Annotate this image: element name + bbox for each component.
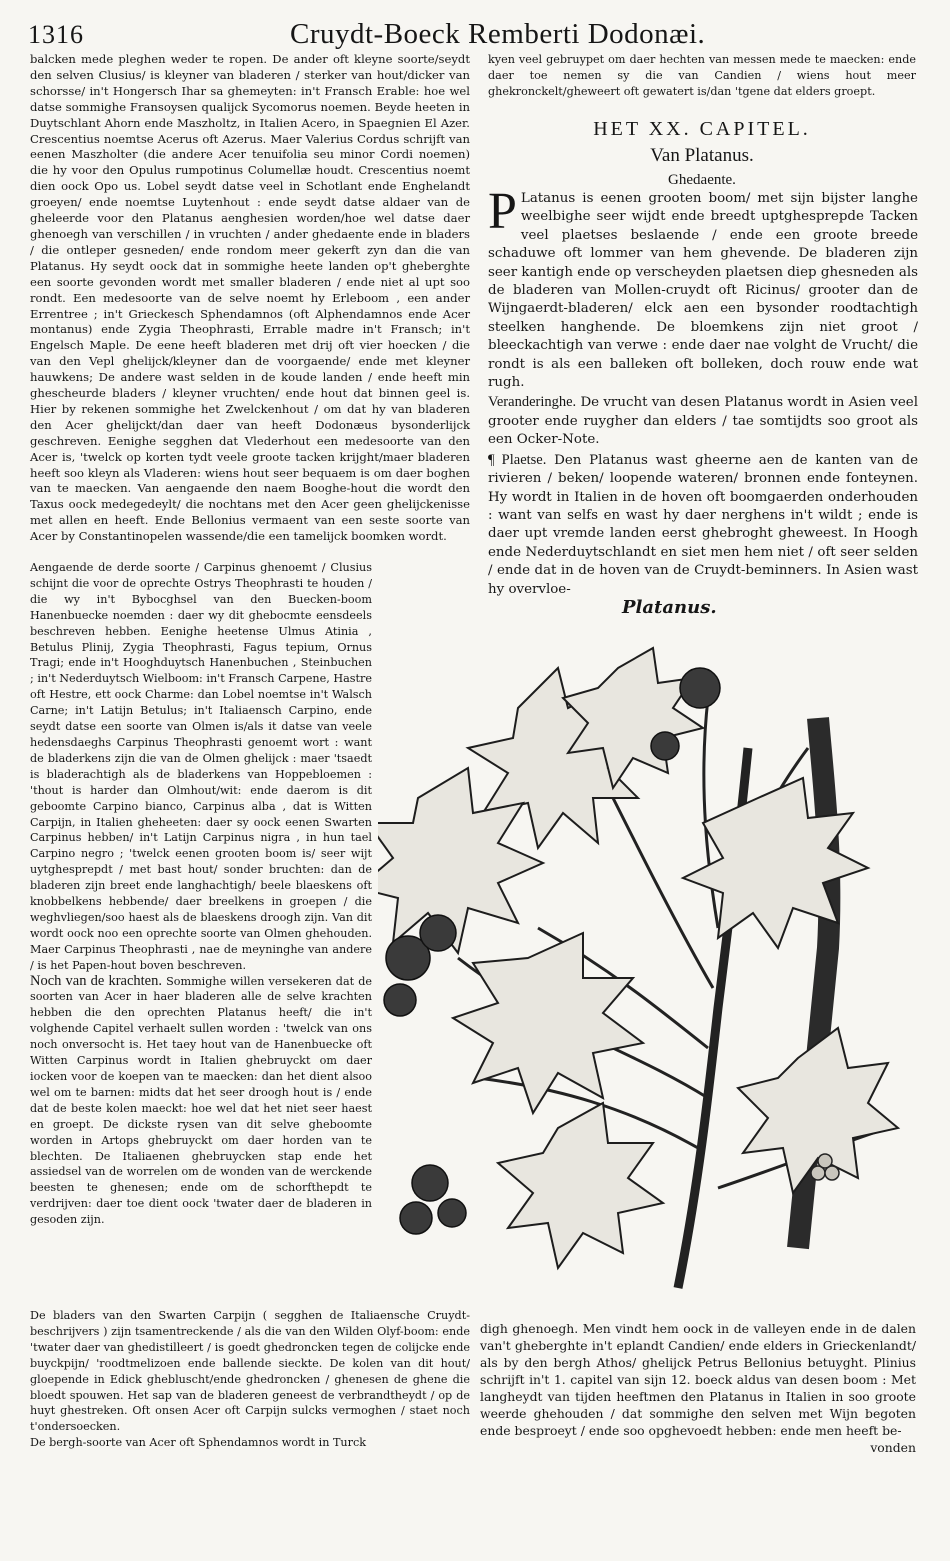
plaetse-text: Den Platanus wast gheerne aen de kanten van de rivieren / beken/ loopende wateren/ bronnen ende fonteynen. Hy wordt in Italien in de hoven oft boomgaerden onderhouden : want van selfs en wast hy daer nerghens in't wildt ; ende is daer upt vremde landen eerst ghebroght gheweest. In Hoogh ende Nederduytschlandt en siet men hem niet / oft seer selden / ende dat in de hoven van de Cruydt-beminners. In Asien wast hy overvloe- [488,452,918,597]
krachten-heading: Noch van de krachten. [30,972,162,989]
last-line: De bergh-soorte van Acer oft Sphendamnos wordt in Turck [30,1436,367,1450]
left-column-bottom [30,1308,470,1451]
chapter-subtitle: Van Platanus. [650,145,754,166]
drop-cap: P [488,183,517,240]
plinius-text: digh ghenoegh. Men vindt hem oock in de valleyen ende in de dalen van't gheberghte in't eplandt Candien/ ende elders in Grieckenlandt/ als by den bergh Athos/ ghelijck Petrus Bellonius betuyght. Plinius schrijft in't 1. capitel van sijn 12. boeck aldus van desen boom : Met langheydt van tijden heeftmen den Platanus in Italien in soo groote weerde ghehouden / dat sommighe den selven met Wijn begoten ende besproeyt / ende soo opghevoedt hebben: ende men heeft be- [480,1321,916,1438]
right-column-top [488,52,916,100]
left-column-top [30,52,470,545]
ghedaente-text: Latanus is eenen grooten boom/ met sijn bijster langhe weelbighe seer wijdt ende breedt uptghesprepde Tacken veel plaetses beslaende / ende een groote breede schaduwe oft lommer van hem ghevende. De bladeren zijn seer kantigh ende op verscheyden plaetsen diep ghesneden als de bladeren van Mollen-cruydt oft Ricinus/ grooter dan de Wijngaerdt-bladeren/ elck aen een bysonder roodtachtigh steelken hanghende. De bloemkens zijn niet groot / bleeckachtigh van verwe : ende daer nae volght de Vrucht/ die rondt is als een balleken oft bolleken, doch rouw ende wat rugh. [488,191,918,391]
catchword: vonden [870,1440,916,1455]
continuation-text: kyen veel gebruypet om daer hechten van messen mede te maecken: ende daer toe nemen sy die van Candien / wiens hout meer ghekronckelt/gheweert oft gewatert is/dan 'tgene dat elders groept. [488,53,916,98]
veranderinghe-label: Veranderinghe. [488,394,577,411]
running-title: Cruydt-Boeck Remberti Dodonæi. [290,18,706,50]
platanus-illustration-icon [378,628,918,1308]
veranderinghe-text: De vrucht van desen Platanus wordt in Asien veel grooter ende ruygher dan elders / tae somtijdts soo groot als een Ocker-Note. [488,395,918,448]
platanus-woodcut [378,628,918,1308]
acer-text: balcken mede pleghen weder te ropen. De ander oft kleyne soorte/seydt den selven Clusius/ is kleyner van bladeren / sterker van hout/dicker van schorsse/ in't Hongersch Ihar sa ghemeyten: in't Fransch Erable: hoe wel datse sommighe Fransoysen qualijck Sycomorus noemen. Beyde heeten in Duytschlant Ahorn ende Maszholtz, in Italien Acero, in Spaegnien El Azer. Crescentius noemtse Acerus oft Azerus. Maer Valerius Cordus schrijft van eenen Maszholter (die andere Acer tenuifolia seu minor Cordi noemen) die hy voor den Opulus rumpotinus Columellæ houdt. Crescentius noemt dien oock Opo us. Lobel seydt datse veel in Schotlant ende Enghelandt groeyen/ ende noemtse Luytenhout : ende seydt datse aldaer van de gheleerde voor den Platanus aenghesien worden/hoe wel datse daer ghenoegh van verschillen / in vruchten / ander ghedaente ende in bladers / die ontleper gesneden/ ende rondom meer gekerft zyn dan die van Platanus. Hy seydt oock dat in sommighe heete landen op't gheberghte een soorte gevonden wordt met smaller bladeren / ende niet al upt soo rondt. Een medesoorte van de selve noemt hy Erleboom , een ander Errentree ; in't Grieckesch Sphendamnos (oft Alphendamnos ende Acer montanus) ende Zygia Theophrasti, Errable madre in't Fransch; in't Engelsch Maple. De eene heeft bladeren met drij oft vier hoecken / die van den Vepl ghelijck/kleyner dan de voorgaende/ ende met kleyner hauwkens; De andere wast selden in de koude landen / ende heeft min ghescheurde bladers / kleyner vruchten/ ende hout dat binnen geel is. Hier by rekenen sommighe het Zwelckenhout / om dat hy van bladeren den Acer ghelijckt/dan daer van heeft Dodonæus bysonderlijck geschreven. Eenighe segghen dat Vlederhout een medesoorte van den Acer is, 'twelck op korten tydt veele groote tacken krijght/maer bladeren heeft soo kleyn als Vladeren: wiens hout seer bequaem is om daer boghen van te maecken. Van aengaende den naem Booghe-hout die wordt den Taxus oock medegedeylt/ die nochtans met den Acer geen ghelijckenisse met allen en heeft. Ende Bellonius vermaent van een seste soorte van Acer by Constantinopelen wassende/die een tamelijck boomken wordt. [30,52,470,544]
carpinus-text: Aengaende de derde soorte / Carpinus ghenoemt / Clusius schijnt die voor de oprechte Ostrys Theophrasti te houden / die wy in't Bybocghsel van den Buecken-boom Hanenbuecke noemden : daer wy dit ghebocmte eensdeels beschreven hebben. Eenighe heetense Ulmus Atinia , Betulus Plinij, Zygia Theophrasti, Fagus tepium, Ornus Tragi; ende in't Hooghduytsch Hanenbuchen , Steinbuchen ; in't Nederduytsch Wielboom: in't Fransch Carpene, Hastre oft Hestre, ett oock Charme: dan Lobel noemtse in't Walsch Carne; in't Latijn Betulus; in't Italiaensch Carpino, ende seydt datse een soorte van Olmen is/als it datse van veele hedensdaeghs Carpinus Theophrasti genoemt wort : want de bladerkens zijn die van de Olmen ghelijck : maer 'tsaedt is bladerachtigh als de bladerkens van Hoppebloemen : 'thout is harder dan Olmhout/wit: ende daerom is dit geboomte Carpino bianco, Carpinus alba , dat is Witten Carpijn, in Italien gheheeten: daer sy oock eenen Swarten Carpinus hebben/ in't Latijn Carpinus nigra , in hun tael Carpino negro ; 'twelck eenen grooten boom is/ seer wijt uytghesprepdt / met bast hout/ sonder bruchten: dan de bladeren zijn breet ende langhachtigh/ beele blaeskens oft knobbelkens hebbende/ daer breelkens in groepen / die weghvliegen/soo haest als de blaeskens droogh zijn. Van dit wordt oock noo een oprechte soorte van Olmen ghehouden. Maer Carpinus Theophrasti , nae de meyninghe van andere / is het Papen-hout boven beschreven. [30,561,372,972]
section-ghedaente: Ghedaente. [668,172,736,188]
left-column-middle [30,560,372,1228]
page-number: 1316 [28,20,84,49]
swarten-carpijn-text: De bladers van den Swarten Carpijn ( segghen de Italiaensche Cruydt-beschrijvers ) zijn tsamentreckende / als die van den Wilden Olyf-boom: ende 'twater daer van ghedistilleert / is goedt ghedroncken tegen de colijcke ende buyckpijn/ 'roodtmelizoen ende ballende sieckte. De kolen van dit hout/ gloepende in Edick ghebluscht/ende ghedroncken / ghenesen de ghene die bloedt spouwen. Het sap van de bladeren geneest de verbrandtheydt / op de huyt ghestreken. Oft onsen Acer oft Carpijn sulcks vermoghen / staet noch t'ondersoecken. [30,1309,470,1434]
right-column-bottom [480,1320,916,1456]
krachten-text: Sommighe willen versekeren dat de soorten van Acer in haer bladeren alle de selve krachten hebben die den oprechten Platanus heeft/ die in't volghende Capitel verhaelt sullen worden : 'twelck van ons noch onversocht is. Het taey hout van de Hanenbuecke oft Witten Carpinus wordt in Italien ghebruyckt om daer iocken voor de koepen van te maecken: dan het dient alsoo wel om te barnen: midts dat het seer droogh hout is / ende dat de beste kolen maeckt: hoe wel dat het niet seer haest en groept. De dickste rysen van dit selve gheboomte worden in Artops ghebruyckt om daer horden van te blechten. De Italiaenen ghebruycken stap ende het assiedsel van de worrelen om de wonden van de werckende beesten te ghenesen; ende om de schorfthepdt te verdrijven: daer toe dient oock 'twater daer de bladeren in gesoden zijn. [30,974,372,1227]
chapter-heading: HET XX. CAPITEL. [593,118,811,140]
right-column-main [488,183,918,600]
plaetse-label: ¶ Plaetse. [488,451,547,468]
figure-caption: Platanus. [622,597,717,618]
